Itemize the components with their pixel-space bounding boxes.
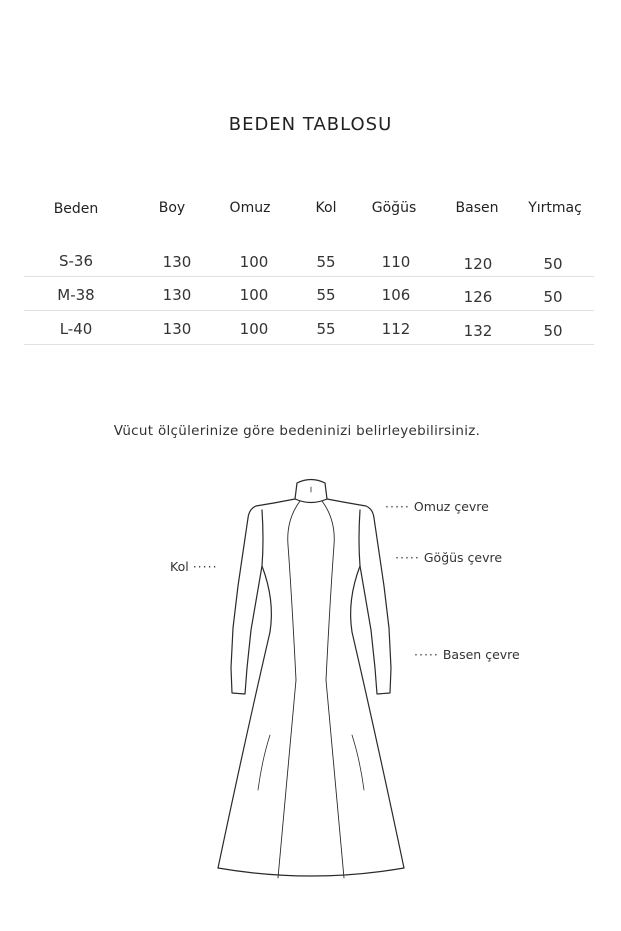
header-gogus: Göğüs [371, 200, 417, 216]
header-boy: Boy [158, 200, 186, 216]
table-cell: 106 [381, 286, 411, 304]
dotted-leader: ····· [395, 550, 420, 565]
table-cell: 112 [381, 320, 411, 338]
callout-kol [170, 559, 218, 574]
table-cell-size: S-36 [58, 252, 94, 270]
page-title: BEDEN TABLOSU [228, 114, 393, 135]
table-cell: 110 [381, 253, 411, 271]
table-cell: 130 [162, 320, 192, 338]
table-cell: 50 [543, 255, 563, 273]
header-yirtmac: Yırtmaç [528, 200, 582, 216]
table-cell-size: L-40 [59, 320, 93, 338]
table-cell: 100 [239, 320, 269, 338]
table-cell: 50 [543, 288, 563, 306]
table-cell: 50 [543, 322, 563, 340]
callout-gogus [395, 550, 502, 565]
header-kol: Kol [315, 200, 337, 216]
callout-gogus-label: Göğüs çevre [423, 550, 503, 565]
table-cell: 130 [162, 286, 192, 304]
table-cell: 55 [316, 253, 336, 271]
callout-omuz-label: Omuz çevre [413, 499, 489, 514]
dotted-leader: ····· [385, 499, 410, 514]
header-beden: Beden [53, 201, 99, 217]
header-basen: Basen [455, 200, 499, 216]
table-cell: 100 [239, 286, 269, 304]
table-cell: 126 [463, 288, 493, 306]
callout-basen-label: Basen çevre [442, 647, 520, 662]
measurement-note: Vücut ölçülerinize göre bedeninizi belirleyebilirsiniz. [113, 423, 481, 439]
table-cell: 132 [463, 322, 493, 340]
table-cell-size: M-38 [57, 286, 95, 304]
callout-basen [414, 647, 520, 662]
dotted-leader: ····· [192, 559, 218, 574]
table-cell: 55 [316, 320, 336, 338]
table-cell: 55 [316, 286, 336, 304]
dotted-leader: ····· [414, 647, 439, 662]
table-cell: 120 [463, 255, 493, 273]
table-cell: 100 [239, 253, 269, 271]
table-cell: 130 [162, 253, 192, 271]
callout-kol-label: Kol [170, 559, 189, 574]
callout-omuz [385, 499, 489, 514]
header-omuz: Omuz [229, 200, 271, 216]
